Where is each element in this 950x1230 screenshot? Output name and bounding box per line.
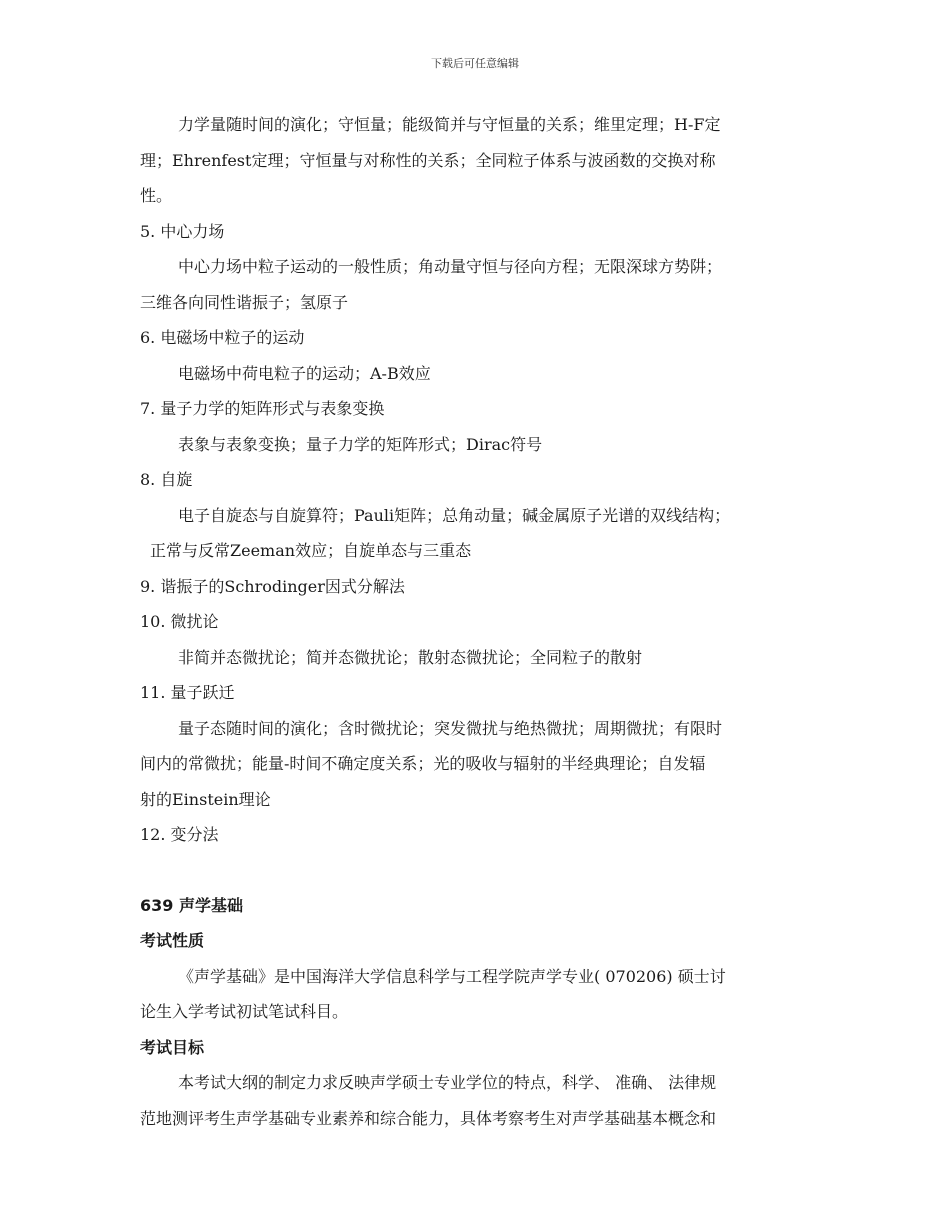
body-line: 电子自旋态与自旋算符；Pauli矩阵；总角动量；碱金属原子光谱的双线结构；	[178, 505, 731, 525]
body-line: 中心力场中粒子运动的一般性质；角动量守恒与径向方程；无限深球方势阱；	[178, 257, 723, 276]
list-heading-11: 11. 量子跃迁	[140, 683, 235, 702]
document-body	[140, 107, 812, 1136]
body-line: 范地测评考生声学基础专业素养和综合能力，具体考察考生对声学基础基本概念和	[140, 1108, 717, 1128]
body-line: 本考试大纲的制定力求反映声学硕士专业学位的特点，科学、 准确、 法律规	[178, 1073, 717, 1092]
body-line: 性。	[140, 186, 173, 205]
list-heading-9: 9. 谐振子的Schrodinger因式分解法	[140, 576, 405, 596]
section-gap	[140, 853, 812, 888]
goal-heading: 考试目标	[140, 1037, 205, 1057]
nature-heading: 考试性质	[140, 931, 205, 950]
body-line: 论生入学考试初试笔试科目。	[140, 1002, 349, 1021]
body-line: 理；Ehrenfest定理；守恒量与对称性的关系；全同粒子体系与波函数的交换对称	[140, 150, 716, 170]
body-line: 力学量随时间的演化；守恒量；能级简并与守恒量的关系；维里定理；H-F定	[178, 115, 721, 134]
list-heading-6: 6. 电磁场中粒子的运动	[140, 328, 305, 347]
list-heading-8: 8. 自旋	[140, 470, 193, 489]
body-line: 射的Einstein理论	[140, 789, 271, 809]
list-heading-5: 5. 中心力场	[140, 221, 225, 241]
header-note: 下载后可任意编辑	[431, 57, 519, 70]
list-heading-7: 7. 量子力学的矩阵形式与表象变换	[140, 399, 385, 418]
body-line: 三维各向同性谐振子；氢原子	[140, 292, 349, 312]
body-line: 非简并态微扰论；简并态微扰论；散射态微扰论；全同粒子的散射	[178, 647, 643, 667]
body-line: 表象与表象变换；量子力学的矩阵形式；Dirac符号	[178, 434, 543, 454]
body-line: 电磁场中荷电粒子的运动；A-B效应	[178, 363, 431, 383]
list-heading-12: 12. 变分法	[140, 825, 219, 844]
body-line: 《声学基础》是中国海洋大学信息科学与工程学院声学专业( 070206) 硕士讨	[178, 966, 726, 986]
body-line: 正常与反常Zeeman效应；自旋单态与三重态	[150, 541, 472, 560]
section-title: 639 声学基础	[140, 895, 243, 915]
list-heading-10: 10. 微扰论	[140, 612, 219, 631]
body-line: 间内的常微扰；能量-时间不确定度关系；光的吸收与辐射的半经典理论；自发辐	[140, 754, 706, 773]
body-line: 量子态随时间的演化；含时微扰论；突发微扰与绝热微扰；周期微扰；有限时	[178, 718, 723, 738]
